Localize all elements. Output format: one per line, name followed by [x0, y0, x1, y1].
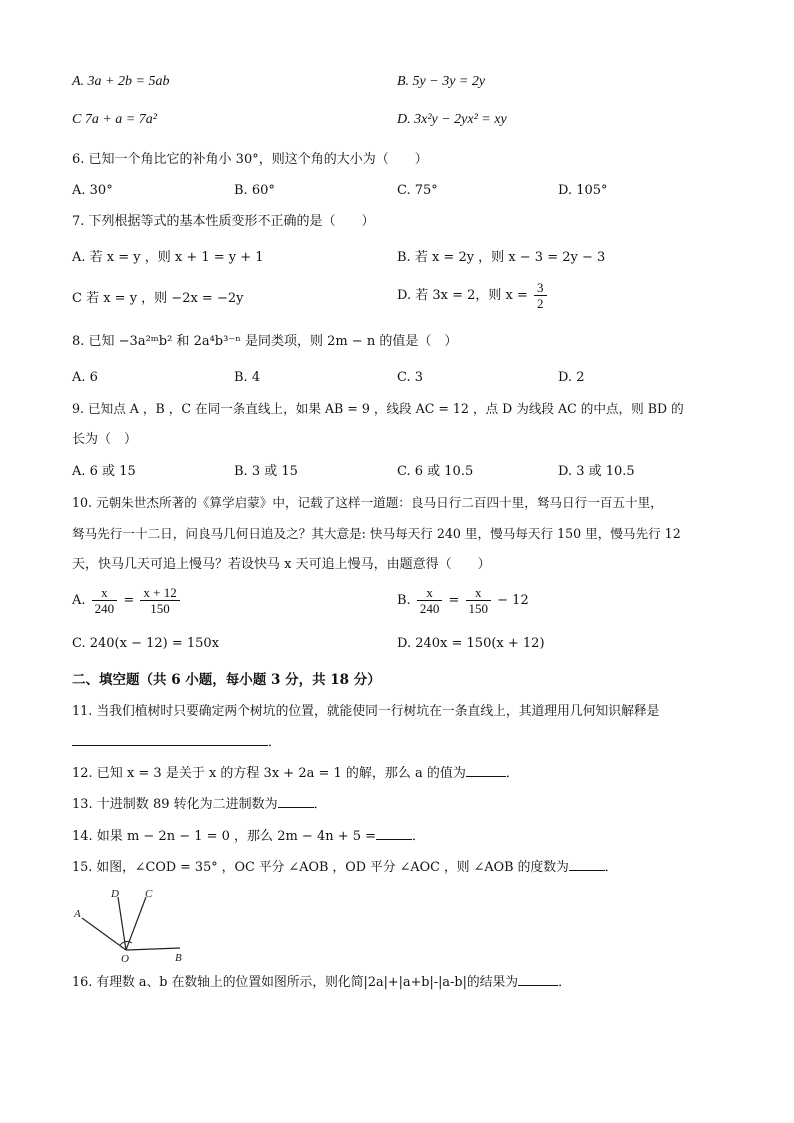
- q9-option-c: C. 6 或 10.5: [397, 464, 474, 479]
- answer-blank[interactable]: [466, 764, 506, 777]
- period: ．: [505, 766, 519, 781]
- answer-blank[interactable]: [72, 733, 268, 746]
- q8-option-c: C. 3: [397, 370, 424, 385]
- q7-option-d: [397, 280, 549, 311]
- equals-sign: =: [123, 593, 135, 608]
- q5-option-d: D. 3x²y − 2yx² = xy: [397, 112, 507, 127]
- q14: [72, 827, 425, 846]
- option-label: B.: [397, 593, 411, 608]
- q5-option-a: A. 3a + 2b = 5ab: [72, 74, 170, 89]
- q10-stem-line1: 10. 元朝朱世杰所著的《算学启蒙》中，记载了这样一道题：良马日行二百四十里，驽马日行一百五十里，: [72, 495, 663, 510]
- label-a: A: [74, 908, 81, 920]
- period: ．: [313, 797, 327, 812]
- q7-stem: 7. 下列根据等式的基本性质变形不正确的是（ ）: [72, 214, 375, 229]
- fraction-numerator: 3: [534, 280, 547, 296]
- label-c: C: [145, 888, 153, 900]
- q15-angle-figure: [68, 885, 198, 965]
- q10-option-d: D. 240x = 150(x + 12): [397, 636, 545, 651]
- q7-option-c: C 若 x = y ，则 −2x = −2y: [72, 291, 244, 306]
- q10-option-c: C. 240(x − 12) = 150x: [72, 636, 220, 651]
- q5-option-b: B. 5y − 3y = 2y: [397, 74, 486, 89]
- period: ．: [604, 860, 618, 875]
- period: ．: [558, 975, 571, 990]
- q6-stem: 6. 已知一个角比它的补角小 30°，则这个角的大小为（ ）: [72, 152, 428, 167]
- fraction-x-over-240: [92, 585, 118, 616]
- q12: [72, 764, 519, 783]
- fraction-numerator: x: [417, 585, 443, 601]
- q10-option-a: [72, 585, 182, 616]
- q16-stem: 16. 有理数 a、b 在数轴上的位置如图所示，则化简|2a|+|a+b|-|a-b|的结果为: [72, 975, 519, 990]
- fraction-numerator: x: [466, 585, 492, 601]
- q8-option-a: A. 6: [72, 370, 98, 385]
- fraction-denominator: 150: [150, 601, 170, 616]
- section-2-title: 二、填空题（共 6 小题，每小题 3 分，共 18 分）: [72, 672, 381, 688]
- q8-option-d: D. 2: [558, 370, 585, 385]
- period: ．: [268, 735, 282, 750]
- q14-stem: 14. 如果 m − 2n − 1 = 0 ，那么 2m − 4n + 5 =: [72, 829, 377, 844]
- q7-option-b: B. 若 x = 2y ，则 x − 3 = 2y − 3: [397, 250, 606, 265]
- angle-arc: [120, 941, 132, 945]
- q6-option-d: D. 105°: [558, 183, 608, 198]
- period: ．: [412, 829, 426, 844]
- fraction-denominator: 2: [537, 296, 544, 311]
- answer-blank[interactable]: [569, 858, 605, 871]
- q6-option-c: C. 75°: [397, 183, 438, 198]
- fraction-numerator: x: [92, 585, 118, 601]
- ray-oa: [82, 918, 126, 950]
- q13-stem: 13. 十进制数 89 转化为二进制数为: [72, 797, 278, 812]
- answer-blank[interactable]: [376, 827, 412, 840]
- q8-stem: 8. 已知 −3a²ᵐb² 和 2a⁴b³⁻ⁿ 是同类项，则 2m − n 的值是（ ）: [72, 334, 458, 349]
- q10-stem-line2: 驽马先行一十二日，问良马几何日追及之？其大意是: 快马每天行 240 里，慢马每天行 150 里，慢马先行 12: [72, 526, 681, 541]
- minus-12: − 12: [497, 593, 529, 608]
- label-o: O: [121, 953, 129, 965]
- q12-stem: 12. 已知 x = 3 是关于 x 的方程 3x + 2a = 1 的解，那么 a 的值为: [72, 766, 466, 781]
- q5-option-c: C 7a + a = 7a²: [72, 112, 157, 127]
- q9-option-a: A. 6 或 15: [72, 464, 136, 479]
- answer-blank[interactable]: [518, 973, 558, 986]
- label-d: D: [111, 888, 119, 900]
- q11-stem: 11. 当我们植树时只要确定两个树坑的位置，就能使同一行树坑在一条直线上，其道理用几何知识解释是: [72, 704, 660, 719]
- q7-option-d-fraction: [534, 280, 547, 311]
- q9-option-d: D. 3 或 10.5: [558, 464, 635, 479]
- label-b: B: [175, 952, 182, 964]
- q15: [72, 858, 618, 877]
- fraction-x-plus-12-over-150: [140, 585, 179, 616]
- answer-blank[interactable]: [278, 795, 314, 808]
- q9-stem-line1: 9. 已知点 A ，B ，C 在同一条直线上，如果 AB = 9 ，线段 AC = 12 ，点 D 为线段 AC 的中点，则 BD 的: [72, 401, 684, 416]
- fraction-denominator: 150: [468, 601, 489, 616]
- q6-option-b: B. 60°: [234, 183, 275, 198]
- q16: [72, 973, 571, 992]
- q7-option-d-text: D. 若 3x = 2，则 x =: [397, 288, 528, 303]
- fraction-x-over-240: [417, 585, 443, 616]
- ray-ob: [126, 948, 180, 950]
- q7-option-a: A. 若 x = y ，则 x + 1 = y + 1: [72, 250, 264, 265]
- q10-option-b: [397, 585, 529, 616]
- q6-option-a: A. 30°: [72, 183, 113, 198]
- fraction-denominator: 240: [94, 601, 115, 616]
- equals-sign: =: [448, 593, 460, 608]
- fraction-x-over-150: [466, 585, 492, 616]
- q9-stem-line2: 长为（ ）: [72, 432, 138, 447]
- q13: [72, 795, 327, 814]
- q9-option-b: B. 3 或 15: [234, 464, 298, 479]
- q11-answer-line: [72, 733, 281, 752]
- fraction-denominator: 240: [419, 601, 440, 616]
- q8-option-b: B. 4: [234, 370, 261, 385]
- option-label: A.: [72, 593, 86, 608]
- q15-stem: 15. 如图，∠COD = 35° ，OC 平分 ∠AOB ，OD 平分 ∠AOC ，则 ∠AOB 的度数为: [72, 860, 569, 875]
- fraction-numerator: x + 12: [140, 585, 179, 601]
- q10-stem-line3: 天，快马几天可追上慢马？若设快马 x 天可追上慢马，由题意得（ ）: [72, 557, 491, 572]
